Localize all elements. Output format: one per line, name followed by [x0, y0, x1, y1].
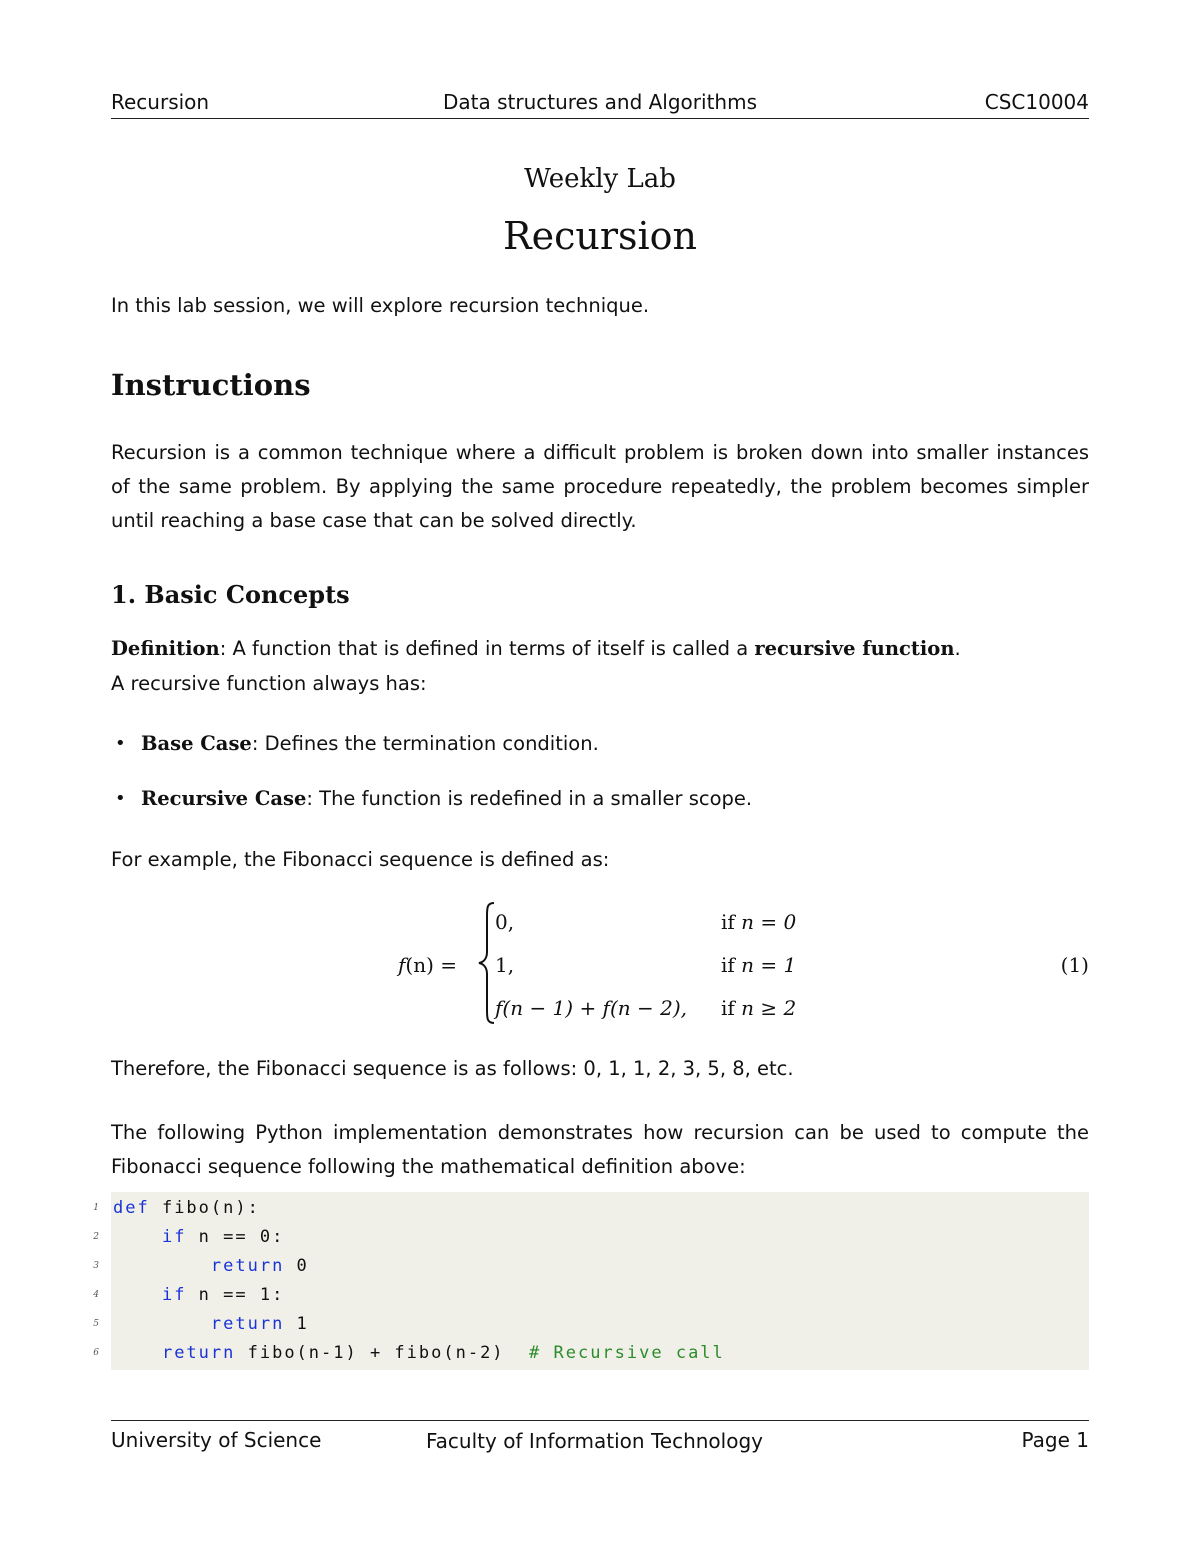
code-indent [113, 1285, 162, 1305]
code-indent [113, 1343, 162, 1363]
code-line [93, 1310, 309, 1339]
code-text: fibo(n-1) + fibo(n-2) [235, 1343, 530, 1363]
document-subtitle: Weekly Lab [524, 164, 676, 194]
code-keyword: return [210, 1314, 285, 1334]
definition-end: . [954, 637, 961, 660]
definition-term: recursive function [754, 637, 955, 660]
page-header [111, 86, 1089, 119]
code-indent [113, 1256, 211, 1276]
definition-label: Definition [111, 637, 220, 660]
bullet-text: : The function is redefined in a smaller scope. [306, 787, 753, 810]
code-keyword: return [210, 1256, 285, 1276]
equation-condition-2 [721, 996, 796, 1020]
header-right: CSC10004 [984, 90, 1089, 114]
equation-condition-1 [721, 953, 796, 977]
case-condition: n ≥ 2 [741, 996, 797, 1020]
bullet-text: : Defines the termination condition. [251, 732, 599, 755]
case-value: 1, [495, 953, 515, 977]
case-value: f(n − 1) + f(n − 2), [495, 996, 688, 1020]
document-title: Recursion [502, 214, 698, 258]
case-condition: n = 0 [741, 910, 797, 934]
code-line [93, 1281, 285, 1310]
bullet-icon: • [115, 788, 126, 809]
code-block [93, 1192, 1089, 1370]
case-value: 0, [495, 910, 515, 934]
code-line [93, 1339, 725, 1368]
case-condition: n = 1 [741, 953, 797, 977]
bullet-icon: • [115, 733, 126, 754]
code-text: 1 [284, 1314, 309, 1334]
code-text: fibo(n): [149, 1198, 260, 1218]
section-heading-basic-concepts: 1. Basic Concepts [111, 580, 350, 609]
bullet-term: Recursive Case [141, 787, 307, 810]
footer-left: University of Science [111, 1428, 322, 1452]
sequence-text: Therefore, the Fibonacci sequence is as follows: 0, 1, 1, 2, 3, 5, 8, etc. [111, 1057, 794, 1080]
equation-lhs-rest: (n) = [405, 953, 458, 977]
case-if: if [721, 953, 735, 977]
line-number: 5 [93, 1319, 99, 1329]
code-comment: # Recursive call [529, 1343, 725, 1363]
header-center: Data structures and Algorithms [442, 90, 757, 114]
code-keyword: return [161, 1343, 236, 1363]
left-brace-icon [477, 900, 497, 1026]
case-if: if [721, 996, 735, 1020]
definition-text: : A function that is defined in terms of itself is called a [219, 637, 755, 660]
equation-function-name: f [398, 953, 406, 977]
definition-paragraph [111, 632, 1089, 666]
equation-lhs [398, 953, 457, 977]
line-number: 3 [93, 1261, 99, 1271]
code-text: n == 1: [186, 1285, 285, 1305]
header-left: Recursion [111, 90, 210, 114]
instructions-paragraph: Recursion is a common technique where a difficult problem is broken down into smaller instances of the same problem. By applying the same procedure repeatedly, the problem becomes simpler until reaching a base case that can be solved directly. [111, 441, 1089, 532]
code-keyword: if [161, 1285, 187, 1305]
code-keyword: def [113, 1198, 150, 1218]
code-line [93, 1194, 260, 1223]
page-footer [111, 1420, 1089, 1457]
list-item-base-case [115, 729, 599, 759]
code-text: n == 0: [186, 1227, 285, 1247]
footer-page-number: Page 1 [1021, 1428, 1089, 1452]
fibonacci-equation [111, 900, 1089, 1030]
bullet-term: Base Case [141, 732, 252, 755]
footer-center: Faculty of Information Technology [426, 1429, 763, 1453]
equation-case-1 [495, 953, 514, 977]
equation-case-2 [495, 996, 687, 1020]
case-if: if [721, 910, 735, 934]
code-indent [113, 1227, 162, 1247]
document-page [93, 0, 1089, 1553]
line-number: 6 [93, 1348, 99, 1358]
equation-condition-0 [721, 910, 796, 934]
code-keyword: if [161, 1227, 187, 1247]
line-number: 1 [93, 1203, 99, 1213]
instructions-heading: Instructions [111, 368, 311, 402]
example-intro-text: For example, the Fibonacci sequence is defined as: [111, 848, 610, 871]
list-item-recursive-case [115, 784, 753, 814]
intro-paragraph: In this lab session, we will explore recursion technique. [111, 294, 650, 317]
code-line [93, 1252, 309, 1281]
code-text: 0 [284, 1256, 309, 1276]
equation-case-0 [495, 910, 514, 934]
code-indent [113, 1314, 211, 1334]
always-has-text: A recursive function always has: [111, 672, 427, 695]
code-line [93, 1223, 285, 1252]
line-number: 4 [93, 1290, 99, 1300]
line-number: 2 [93, 1232, 99, 1242]
python-intro-paragraph: The following Python implementation demonstrates how recursion can be used to compute the Fibonacci sequence following the mathematical definition above: [111, 1121, 1089, 1178]
equation-number: (1) [1060, 953, 1089, 977]
